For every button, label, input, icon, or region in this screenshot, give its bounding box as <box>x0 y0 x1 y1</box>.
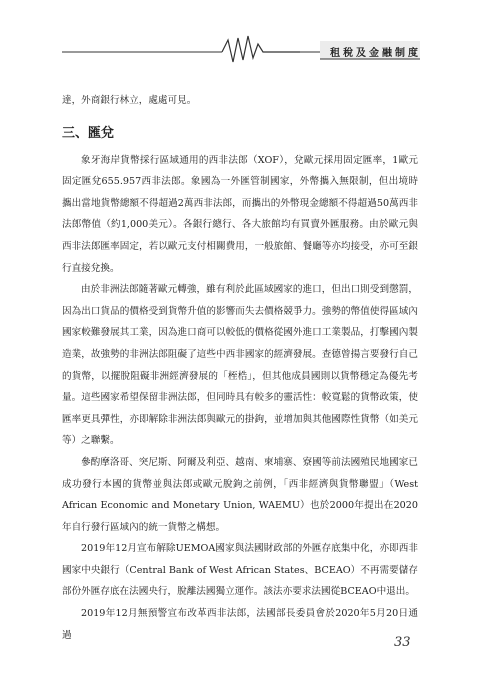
page-body <box>62 90 418 646</box>
page-header <box>0 0 480 70</box>
header-title: 租稅及金融制度 <box>330 48 421 59</box>
paragraph: 由於非洲法郎隨著歐元轉強，雖有利於此區域國家的進口，但出口則受到懲罰，因為出口貨品的價格受到貨幣升值的影響而失去價格競爭力。強勢的幣值使得區域內國家較難發展其工業，因為進口商可以較低的價格從國外進口工業製品，打擊國內製造業，故強勢的非洲法郎阻礙了這些中西非國家的經濟發展。查德曾揚言要發行自己的貨幣，以擺脫阻礙非洲經濟發展的「桎梏」，但其他成員國則以貨幣穩定為優先考量。這些國家希望保留非洲法郎，但同時具有較多的靈活性：較寬鬆的貨幣政策，使匯率更具彈性，亦即解除非洲法郎與歐元的掛鉤，並增加與其他國際性貨幣（如美元等）之聯繫。 <box>62 284 418 447</box>
page-number: 33 <box>394 635 411 650</box>
paragraph: 2019年12月無預警宣布改革西非法郎，法國部長委員會於2020年5月20日通過 <box>62 608 418 641</box>
paragraph: 象牙海岸貨幣採行區域通用的西非法郎（XOF），兌歐元採用固定匯率，1歐元固定匯兌655.957西非法郎。象國為一外匯管制國家，外幣攜入無限制，但出境時攜出當地貨幣總額不得超過2萬西非法郎，而攜出的外幣現金總額不得超過50萬西非法郎幣值（約1,000美元）。各銀行總行、各大旅館均有買賣外匯服務。由於歐元與西非法郎匯率固定，若以歐元支付相關費用，一般旅館、餐廳等亦均接受，亦可至銀行直接兌換。 <box>62 154 418 274</box>
intro-line: 達，外商銀行林立，處處可見。 <box>62 95 197 106</box>
paragraph: 參酌摩洛哥、突尼斯、阿爾及利亞、越南、柬埔寨、寮國等前法國殖民地國家已成功發行本國的貨幣並與法郎或歐元脫鉤之前例，「西非經濟與貨幣聯盟」（West African Economic and Monetary Union, WAEMU）也於2000年提出在2020年自行發行區域內的統一貨幣之構想。 <box>62 456 418 533</box>
section-title: 三、匯兌 <box>62 125 115 141</box>
header-decoration <box>0 0 480 70</box>
paragraph: 2019年12月宣布解除UEMOA國家與法國財政部的外匯存底集中化，亦即西非國家中央銀行（Central Bank of West African States、BCEAO）不再需要儲存部份外匯存底在法國央行，脫離法國獨立運作。該法亦要求法國從BCEAO中退出。 <box>62 543 418 598</box>
